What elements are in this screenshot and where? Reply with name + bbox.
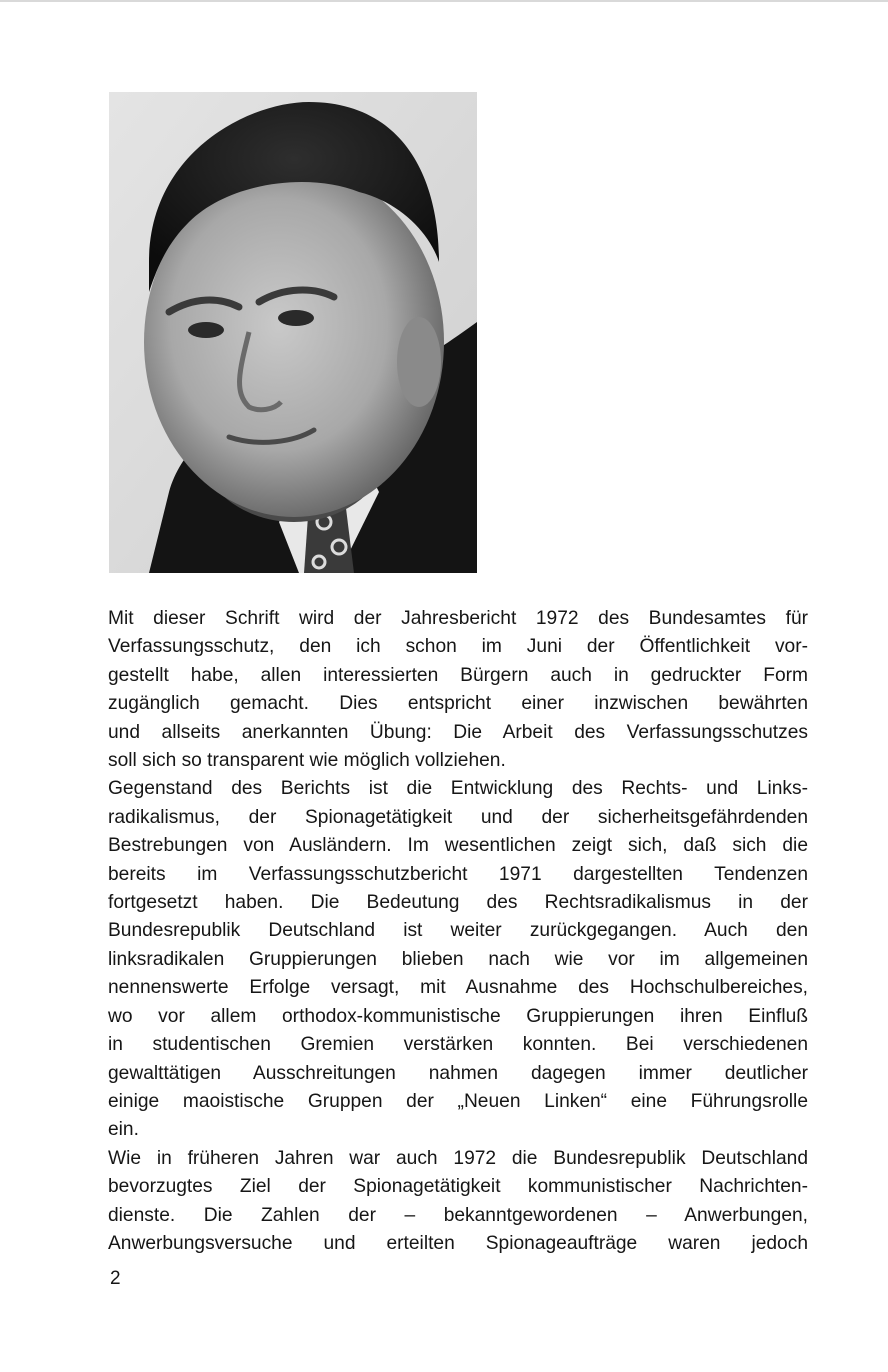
text-line: und allseits anerkannten Übung: Die Arbeit des Verfassungsschutzes (108, 721, 808, 743)
text-line: radikalismus, der Spionagetätigkeit und der sicherheitsgefährdenden (108, 806, 808, 828)
text-line: nennenswerte Erfolge versagt, mit Ausnahme des Hochschulbereiches, (108, 977, 808, 999)
text-line: zugänglich gemacht. Dies entspricht einer inzwischen bewährten (108, 693, 808, 715)
text-line: bereits im Verfassungsschutzbericht 1971 dargestellten Tendenzen (108, 863, 808, 885)
page-top-edge (0, 0, 888, 2)
text-line: wo vor allem orthodox-kommunistische Gruppierungen ihren Einfluß (108, 1005, 808, 1027)
text-line: bevorzugtes Ziel der Spionagetätigkeit kommunistischer Nachrichten- (108, 1176, 808, 1198)
body-text (108, 605, 808, 1258)
text-line: in studentischen Gremien verstärken konnten. Bei verschiedenen (108, 1034, 808, 1056)
text-line: Gegenstand des Berichts ist die Entwicklung des Rechts- und Links- (108, 778, 808, 800)
text-line: dienste. Die Zahlen der – bekanntgewordenen – Anwerbungen, (108, 1204, 808, 1226)
portrait-photo (109, 92, 477, 573)
text-line: Bundesrepublik Deutschland ist weiter zurückgegangen. Auch den (108, 920, 808, 942)
text-line: fortgesetzt haben. Die Bedeutung des Rechtsradikalismus in der (108, 892, 808, 914)
paragraph-3 (108, 1145, 808, 1259)
text-line: ein. (108, 1119, 139, 1141)
page-number: 2 (110, 1268, 121, 1289)
text-line: soll sich so transparent wie möglich vollziehen. (108, 750, 506, 772)
text-line: linksradikalen Gruppierungen blieben nach wie vor im allgemeinen (108, 948, 808, 970)
paragraph-2 (108, 775, 808, 1144)
text-line: gewalttätigen Ausschreitungen nahmen dagegen immer deutlicher (108, 1062, 808, 1084)
text-line: Verfassungsschutz, den ich schon im Juni der Öffentlichkeit vor- (108, 636, 808, 658)
text-line: Wie in früheren Jahren war auch 1972 die Bundesrepublik Deutschland (108, 1147, 808, 1169)
text-line: Mit dieser Schrift wird der Jahresbericht 1972 des Bundesamtes für (108, 608, 808, 629)
text-line: Bestrebungen von Ausländern. Im wesentlichen zeigt sich, daß sich die (108, 835, 808, 857)
paragraph-1 (108, 605, 808, 775)
text-line: einige maoistische Gruppen der „Neuen Linken“ eine Führungsrolle (108, 1090, 808, 1112)
text-line: gestellt habe, allen interessierten Bürgern auch in gedruckter Form (108, 664, 808, 686)
portrait-icon (109, 92, 477, 573)
text-line: Anwerbungsversuche und erteilten Spionageaufträge waren jedoch (108, 1232, 808, 1254)
